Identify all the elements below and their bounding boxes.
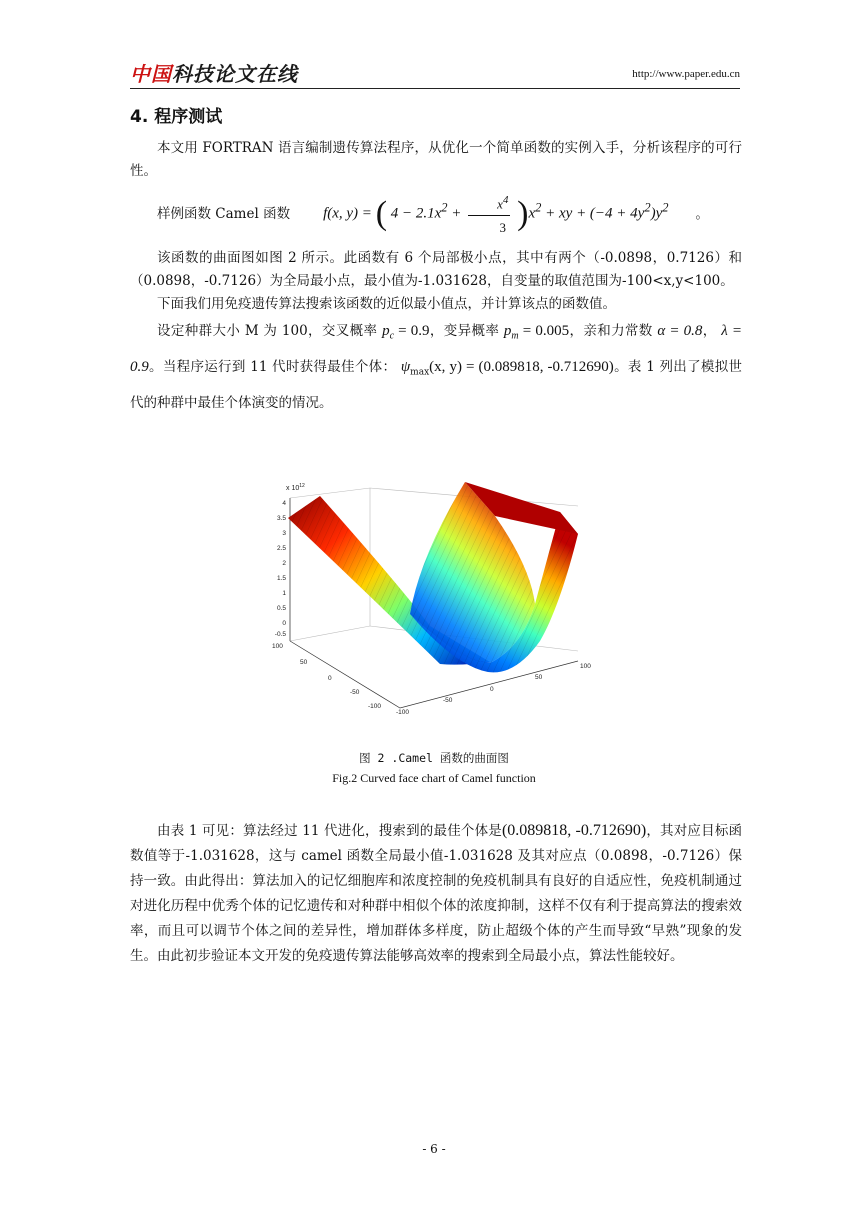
figure-caption-cn: 图 2 .Camel 函数的曲面图 <box>359 751 509 765</box>
x-tick: 0 <box>490 686 494 693</box>
z-tick: 2 <box>282 560 286 567</box>
z-tick: -0.5 <box>274 631 286 638</box>
z-tick: 1 <box>282 590 286 597</box>
journal-logo: 中国科技论文在线 <box>130 62 298 86</box>
page-header <box>130 58 740 88</box>
paragraph-intro: 本文用 FORTRAN 语言编制遗传算法程序，从优化一个简单函数的实例入手，分析该程序的可行性。 <box>130 140 742 179</box>
x-tick: 50 <box>535 674 543 681</box>
header-divider <box>130 88 740 89</box>
y-tick: 100 <box>272 643 283 650</box>
conclusion-section <box>130 818 742 969</box>
y-tick: 0 <box>328 675 332 682</box>
header-url[interactable]: http://www.paper.edu.cn <box>632 68 740 80</box>
z-tick: 0.5 <box>276 605 286 612</box>
page-number: - 6 - <box>422 1142 446 1156</box>
y-tick: 50 <box>300 659 308 666</box>
z-tick: 1.5 <box>276 575 286 582</box>
x-tick: -100 <box>396 709 410 716</box>
z-tick: 3 <box>282 530 286 537</box>
paragraph-search: 下面我们用免疫遗传算法搜索该函数的近似最小值点，并计算该点的函数值。 <box>157 296 616 313</box>
surface-plot <box>260 476 605 726</box>
formula-line: 样例函数 Camel 函数 f(x, y) = ( $4 - 2.1x^2$ + $\frac{x^4}{3}$ )$x^2$ + xy + $(-4 + 4y^2)y^2$ 。 <box>130 189 742 239</box>
paragraph-surface: 该函数的曲面图如图 2 所示。此函数有 6 个局部极小点，其中有两个（-0.0898，0.7126）和（0.0898，-0.7126）为全局最小点，最小值为-1.031628，自变量的取值范围为-100<x,y<100。 <box>130 250 742 290</box>
camel-formula: f(x, y) = ( $4 - 2.1x^2$ + $\frac{x^4}{3}$ )$x^2$ + xy + $(-4 + 4y^2)y^2$ <box>296 189 668 239</box>
z-axis-ticks <box>275 500 287 638</box>
z-tick: 4 <box>282 500 286 507</box>
main-content <box>130 100 742 418</box>
figure-caption-en: Fig.2 Curved face chart of Camel function <box>332 771 536 785</box>
z-tick: 2.5 <box>276 545 286 552</box>
x-tick: 100 <box>580 663 591 670</box>
z-tick: 3.5 <box>276 515 286 522</box>
y-axis-ticks <box>272 643 381 710</box>
z-tick: 0 <box>282 620 286 627</box>
formula-label: 样例函数 Camel 函数 <box>157 205 291 222</box>
paragraph-conclusion: 由表 1 可见：算法经过 11 代进化，搜索到的最佳个体是(0.089818, -0.712690)，其对应目标函数值等于-1.031628，这与 camel 函数全局最小值-1.031628 及其对应点（0.0898，-0.7126）保持一致。由此得出：算法加入的记忆细胞库和浓度控制的免疫机制具有良好的自适应性，免疫机制通过对进化历程中优秀个体的记忆遗传和对种群中相似个体的浓度抑制，这样不仅有利于提高算法的搜索效率，而且可以调节个体之间的差异性，增加群体多样度，防止超级个体的产生而导致“早熟”现象的发生。由此初步验证本文开发的免疫遗传算法能够高效率的搜索到全局最小点，算法性能较好。 <box>130 822 743 964</box>
z-exponent-label: x $10^{12}$ <box>286 483 305 492</box>
x-tick: -50 <box>443 697 453 704</box>
y-tick: -100 <box>368 703 382 710</box>
paragraph-params: 设定种群大小 M 为 100，交叉概率 $p_c = 0.9$，变异概率 $p_m = 0.005$，亲和力常数 α = 0.8， λ = 0.9。当程序运行到 11 代时获得最佳个体： $\psi_{max}(x$, y) = (0.089818, -0.712690)。表 1 列出了模拟世代的种群中最佳个体演变的情况。 <box>130 323 743 411</box>
section-title: 4. 程序测试 <box>130 107 223 127</box>
y-tick: -50 <box>350 689 360 696</box>
camel-surface-figure <box>260 476 605 726</box>
